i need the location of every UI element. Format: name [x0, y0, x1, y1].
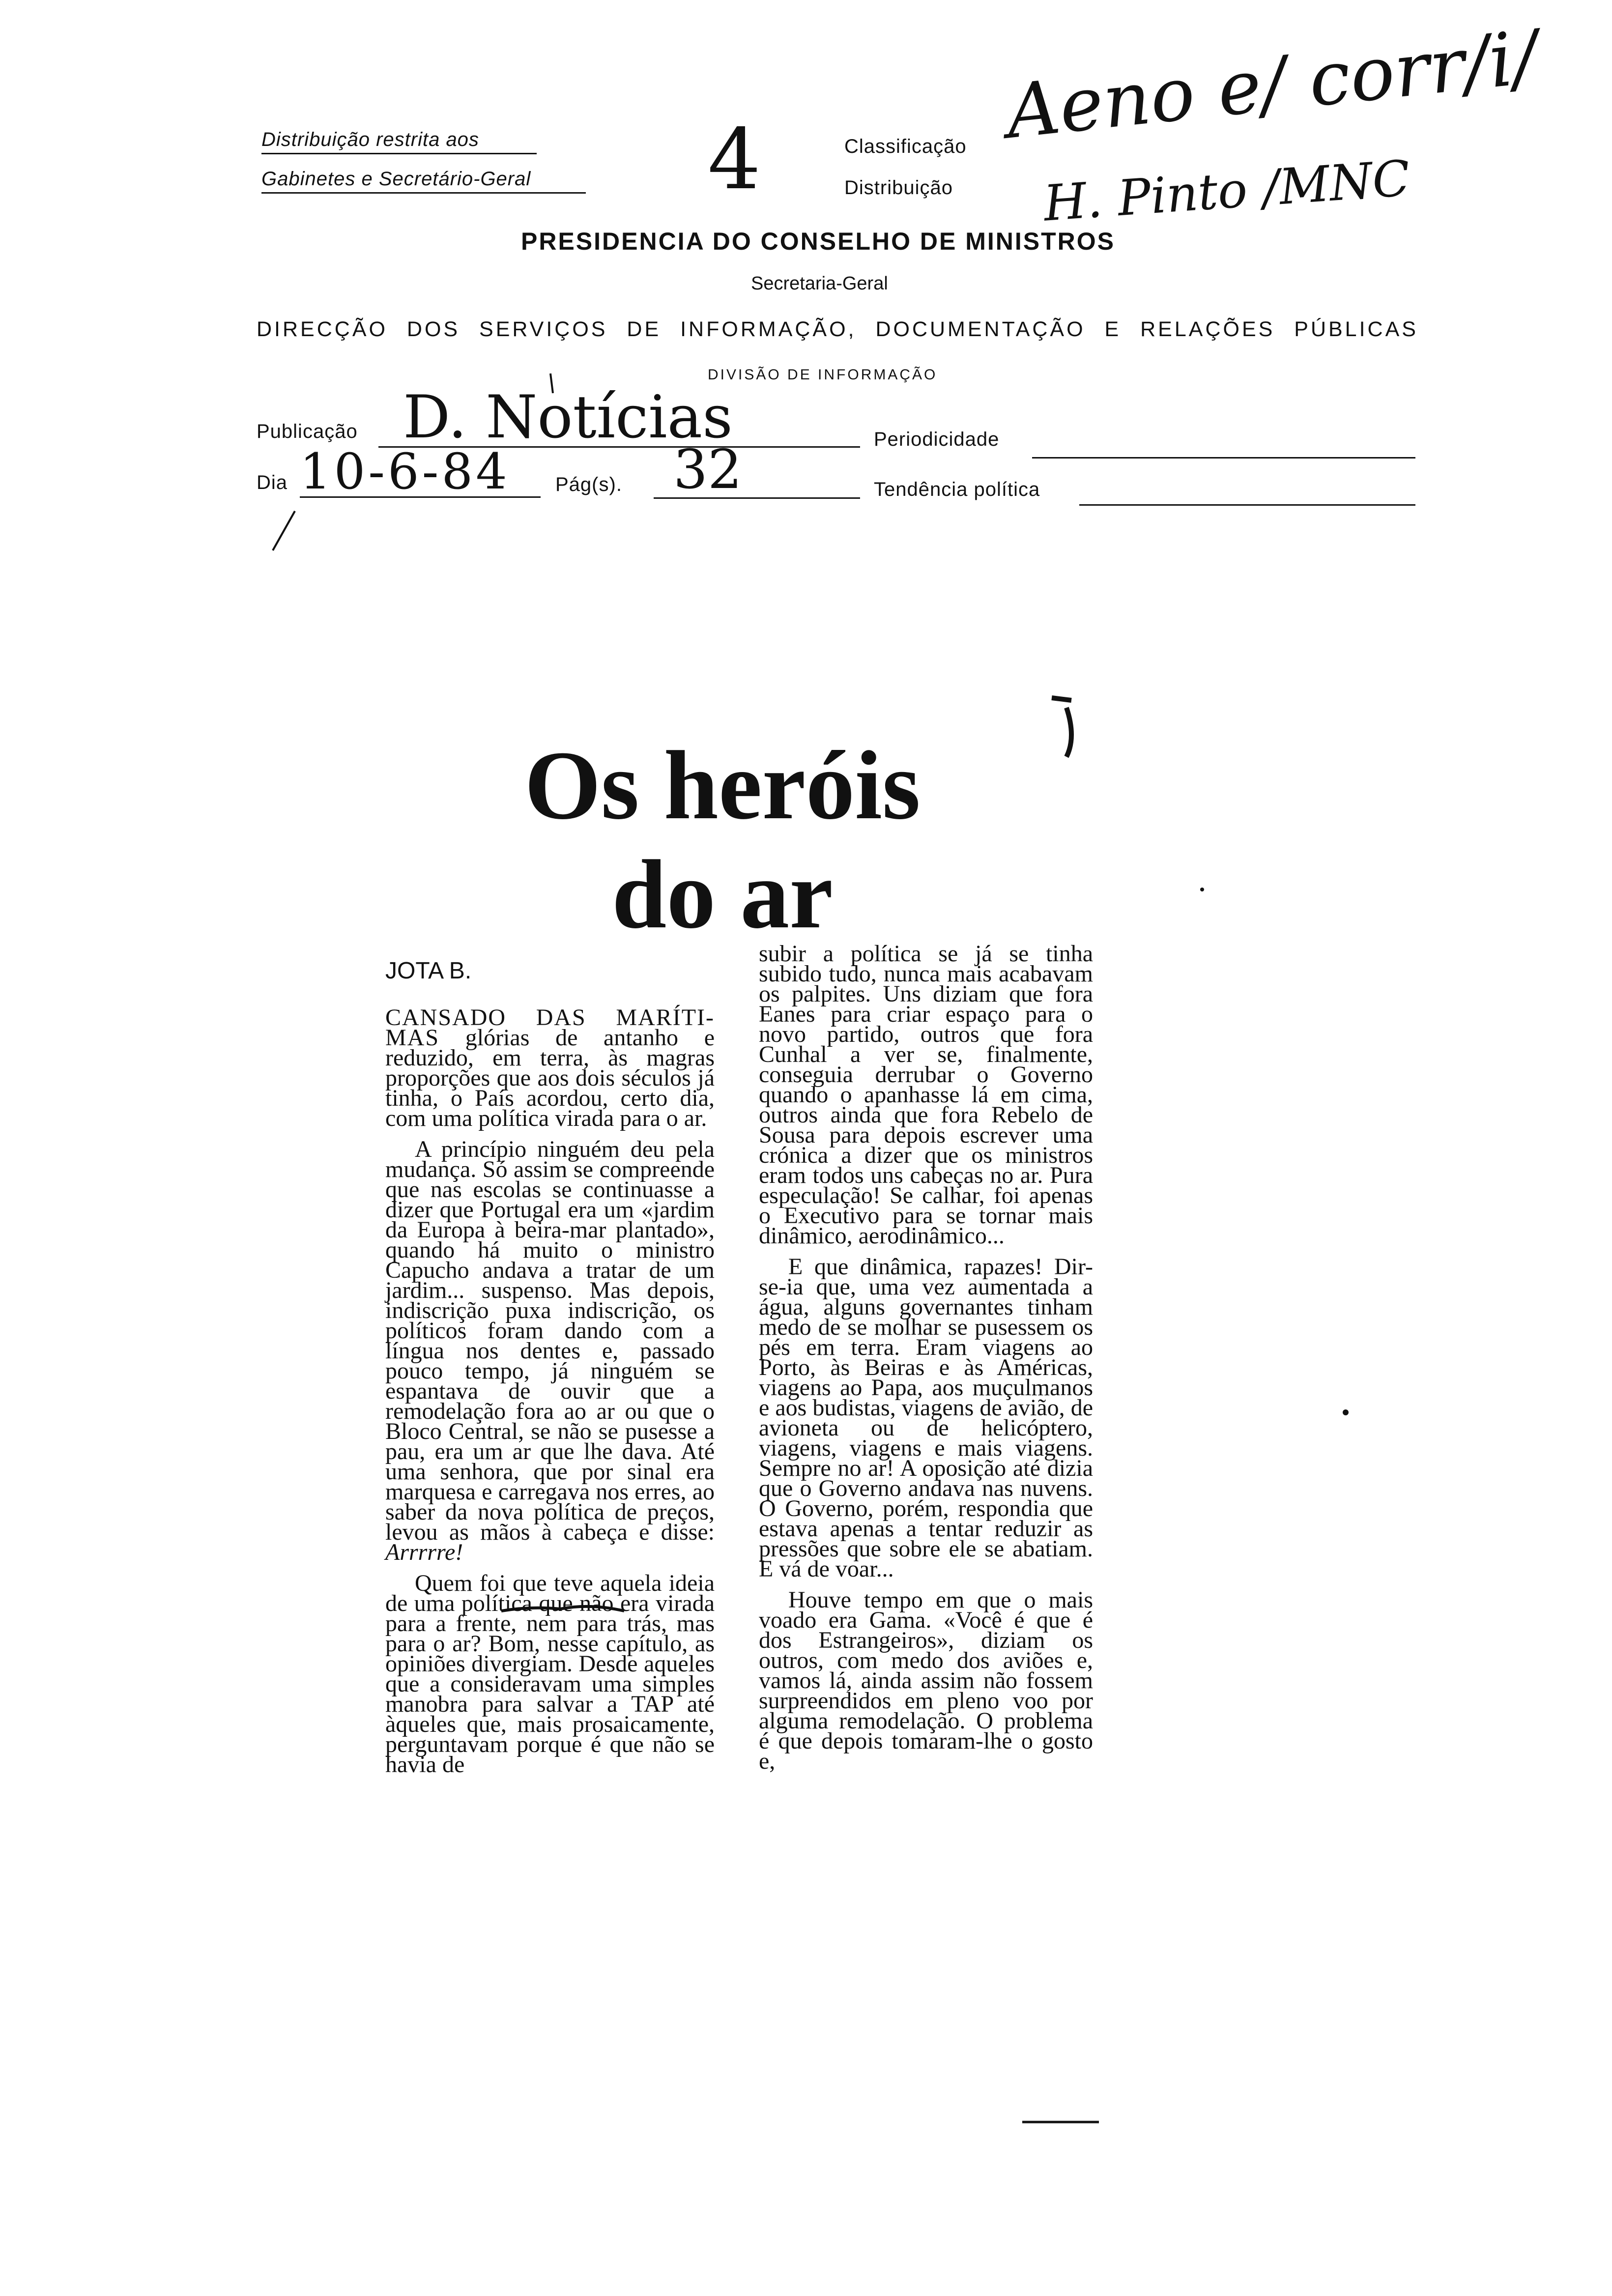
distribution-line-1: Distribuição restrita aos [261, 129, 537, 154]
col1-paragraph-1 [385, 1004, 715, 1131]
col2-paragraph-2: E que dinâmica, rapazes! Dir-se-ia que, uma vez aumentada a água, alguns governantes tinham medo de se molhar se pusessem os pés em terra. Eram viagens ao Porto, às Beiras e às Américas, viagens ao Papa, aos muçulmanos e aos budistas, viagens de avião, de avioneta ou de helicóptero, viagens, viagens e mais viagens. Sempre no ar! A oposição até dizia que o Governo andava nas nuvens. O Governo, porém, respondia que estava apenas a tentar reduzir as pressões que sobre ele se abatiam. E vá de voar... [759, 1254, 1093, 1582]
headline-line-1: Os heróis [524, 731, 921, 840]
day-value: 10-6-84 [300, 443, 510, 500]
byline: JOTA B. [385, 958, 472, 984]
article-column-1 [385, 1004, 715, 1778]
periodicity-label: Periodicidade [874, 429, 1000, 450]
lead-in-caps: CANSADO DAS MARÍTI-MAS [385, 1004, 715, 1051]
publication-value: D. Notícias [403, 383, 733, 452]
col1-p1-text: glórias de antanho e reduzido, em terra, às magras proporções que aos dois séculos já tinha, o País acordou, certo dia, com uma política virada para o ar. [385, 1025, 715, 1131]
division: DIVISÃO DE INFORMAÇÃO [708, 367, 938, 383]
tendency-label: Tendência política [874, 479, 1040, 500]
col1-paragraph-3: Quem foi que teve aquela ideia de uma política que não era virada para a frente, nem para trás, mas para o ar? Bom, nesse capítulo, as opiniões divergiam. Desde aqueles que a consideravam uma simples manobra para salvar a TAP até àqueles que, mais prosaicamente, perguntavam porque é que não se havia de [385, 1570, 715, 1778]
publication-label: Publicação [257, 421, 358, 442]
directorate: DIRECÇÃO DOS SERVIÇOS DE INFORMAÇÃO, DOCUMENTAÇÃO E RELAÇÕES PÚBLICAS [257, 317, 1418, 341]
secretariat: Secretaria-Geral [751, 273, 888, 294]
col1-p2-italic: Arrrrre! [385, 1539, 463, 1565]
col2-paragraph-3: Houve tempo em que o mais voado era Gama. «Você é que é dos Estrangeiros», diziam os outros, com medo dos aviões e, vamos lá, ainda assim não fossem surpreendidos em pleno voo por alguma remodelação. O problema é que depois tomaram-lhe o gosto e, [759, 1587, 1093, 1774]
classification-label: Classificação [844, 136, 967, 157]
headline-line-2: do ar [612, 840, 833, 949]
handwritten-number: 4 [708, 111, 761, 208]
col2-paragraph-1: subir a política se já se tinha subido tudo, nunca mais acabavam os palpites. Uns diziam que fora Eanes para criar espaço para o novo partido, outros que fora Cunhal a ver se, finalmente, conseguia derrubar o Governo quando o apanhasse lá em cima, outros ainda que fora Rebelo de Sousa para depois escrever uma crónica a dizer que os ministros eram todos uns cabeças no ar. Pura especulação! Se calhar, foi apenas o Executivo para se tornar mais dinâmico, aerodinâmico... [759, 941, 1093, 1249]
pages-value: 32 [673, 438, 742, 501]
handwritten-classification: Aeno e/ corr/i/ [1002, 14, 1542, 156]
institution-title: PRESIDENCIA DO CONSELHO DE MINISTROS [521, 228, 1116, 255]
distribution-line-2: Gabinetes e Secretário-Geral [261, 168, 586, 194]
distribution-label: Distribuição [844, 177, 953, 199]
handwritten-distribution: H. Pinto /MNC [1041, 149, 1412, 232]
article-column-2 [759, 941, 1093, 1774]
pages-label: Pág(s). [555, 474, 622, 495]
col1-paragraph-2 [385, 1136, 715, 1565]
day-label: Dia [257, 472, 288, 493]
col1-p2-text: A princípio ninguém deu pela mudança. Só assim se compreende que nas escolas se continuasse a dizer que Portugal era um «jardim da Europa à beira-mar plantado», quando há muito o ministro Capucho andava a tratar de um jardim... suspenso. Mas depois, indiscrição puxa indiscrição, os políticos foram dando com a língua nos dentes e, passado pouco tempo, já ninguém se espantava de ouvir que a remodelação fora ao ar ou que o Bloco Central, se não se pusesse a pau, era um ar que lhe dava. Até uma senhora, que por sinal era marquesa e carregava nos erres, ao saber da nova política de preços, levou as mãos à cabeça e disse: [385, 1136, 715, 1545]
